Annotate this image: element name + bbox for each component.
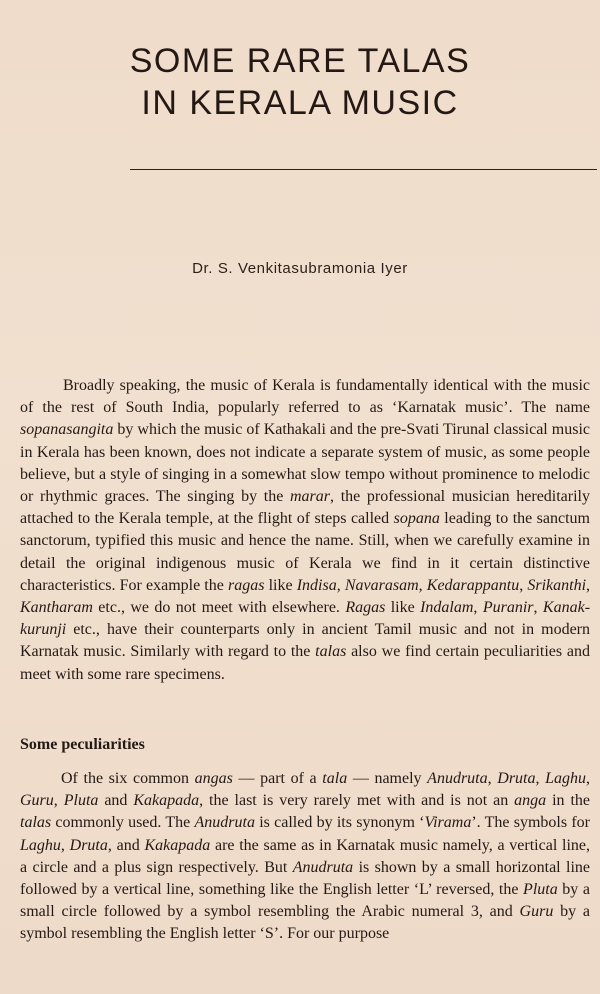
text-run: , [533, 599, 543, 617]
italic-term: Srikanthi [527, 576, 587, 594]
text-run: are the same as in Karnatak music namely, a vertical line, a circle and a plus sign respectively. But [20, 836, 590, 876]
italic-term: sopanasangita [20, 421, 114, 439]
text-run: by which the music of Kathakali and the pre-Svati Tirunal classical music in Kerala has been known, does not indicate a separate system of music, as some people believe, but a style of singing in a somewhat slow tempo without prominence to melodic or rhythmic graces. The singing by the [20, 421, 590, 506]
italic-term: Druta [69, 836, 108, 854]
italic-term: Kanakkurunji [20, 599, 591, 639]
italic-term: Indalam [420, 599, 474, 617]
italic-term: Kedarappantu [426, 576, 520, 594]
italic-term: Virama [424, 814, 472, 832]
text-run: — namely [347, 770, 428, 787]
text-run: in the [546, 792, 590, 810]
italic-term: angas [194, 770, 233, 787]
title-line-1: SOME RARE TALAS [129, 42, 471, 80]
text-run: is called by its synonym ‘ [254, 814, 425, 832]
italic-term: Druta [497, 770, 536, 787]
text-run: , [586, 576, 591, 594]
text-run: like [385, 599, 421, 617]
italic-term: Laghu [20, 836, 61, 854]
text-run: Of the six common [61, 770, 195, 787]
italic-term: Kakapada [144, 836, 211, 854]
section-heading: Some peculiarities [20, 736, 145, 753]
italic-term: anga [514, 792, 547, 810]
text-run: , [487, 770, 498, 787]
italic-term: Pluta [523, 881, 558, 899]
author-byline: Dr. S. Venkitasubramonia Iyer [192, 260, 408, 277]
italic-term: tala [322, 770, 348, 787]
text-run: , [53, 792, 64, 810]
italic-term: Anudruta [194, 814, 255, 832]
italic-term: Puranir [482, 599, 534, 617]
italic-term: Guru [519, 903, 554, 921]
italic-term: Indisa [296, 576, 337, 594]
italic-term: marar [290, 488, 331, 506]
italic-term: Kantharam [20, 599, 93, 617]
title-divider [130, 169, 597, 170]
text-run: is shown by a small horizontal line followed by a vertical line, something like the English letter ‘L’ reversed, the [20, 858, 591, 899]
text-run: , [535, 770, 546, 787]
italic-term: Anudruta [427, 770, 488, 787]
article-title [0, 40, 600, 124]
italic-term: Pluta [63, 792, 99, 810]
text-run: , [418, 576, 427, 594]
text-run: , [519, 576, 528, 594]
italic-term: talas [315, 643, 347, 661]
text-run: , [586, 770, 591, 787]
paragraph-2 [20, 768, 590, 946]
text-run: , and [107, 836, 145, 854]
text-run: etc., have their counterparts only in ancient Tamil music and not in modern Karnatak music. Similarly with regard to the [20, 621, 590, 661]
text-run: Broadly speaking, the music of Kerala is fundamentally identical with the music of the rest of South India, popularly referred to as ‘Karnatak music’. The name [20, 377, 590, 417]
italic-term: sopana [393, 510, 440, 528]
text-run: , [473, 599, 483, 617]
paragraph-1 [20, 375, 590, 686]
italic-term: Guru [20, 792, 54, 810]
text-run: by a symbol resembling the English letter ‘S’. For our purpose [20, 903, 591, 943]
text-run: etc., we do not meet with elsewhere. [92, 599, 346, 617]
text-run: like [264, 576, 297, 594]
text-run: commonly used. The [51, 814, 195, 832]
text-run: by a small circle followed by a symbol resembling the Arabic numeral 3, and [20, 881, 590, 921]
italic-term: talas [20, 814, 52, 832]
text-run: ’. The symbols for [471, 814, 590, 832]
italic-term: Ragas [345, 599, 386, 617]
text-run: — part of a [232, 770, 323, 787]
italic-term: Kakapada [133, 792, 200, 810]
italic-term: Laghu [545, 770, 587, 787]
text-run: , [60, 836, 70, 854]
italic-term: Navarasam [344, 576, 419, 594]
italic-term: Anudruta [292, 858, 354, 876]
text-run: leading to the sanctum sanctorum, typified this music and hence the name. Still, when we carefully examine in detail the original indigenous music of Kerala we find in it certain distinctive characteristics. For example the [20, 510, 590, 594]
text-run: , the professional musician hereditarily attached to the Kerala temple, at the flight of steps called [20, 488, 591, 528]
italic-term: ragas [228, 576, 265, 594]
text-run: also we find certain peculiarities and meet with some rare specimens. [20, 643, 590, 683]
text-run: , the last is very rarely met with and is not an [199, 792, 515, 810]
text-run: and [98, 792, 134, 810]
title-line-2: IN KERALA MUSIC [141, 84, 459, 122]
text-run: , [336, 576, 345, 594]
